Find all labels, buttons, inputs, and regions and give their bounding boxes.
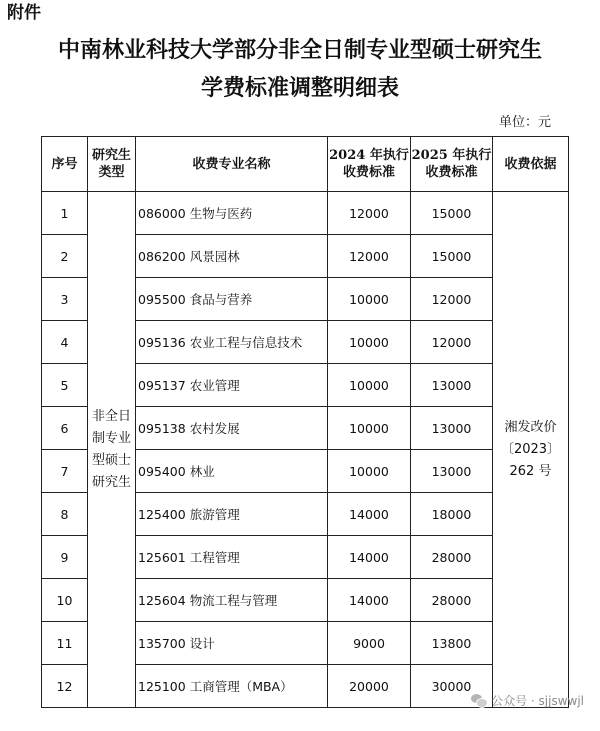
header-fee-2025 xyxy=(411,137,493,192)
row-fee-2025: 13000 xyxy=(411,364,493,407)
row-index: 2 xyxy=(42,235,88,278)
row-fee-2025: 13000 xyxy=(411,407,493,450)
header-fee-2024 xyxy=(328,137,411,192)
row-index: 11 xyxy=(42,622,88,665)
basis-cell xyxy=(493,192,569,708)
header-student-type xyxy=(88,137,136,192)
row-fee-2024: 14000 xyxy=(328,579,411,622)
row-fee-2025: 12000 xyxy=(411,278,493,321)
row-fee-2024: 14000 xyxy=(328,493,411,536)
wechat-icon xyxy=(471,694,487,708)
header-basis: 收费依据 xyxy=(493,137,569,192)
row-major: 086200 风景园林 xyxy=(136,235,328,278)
document-title-line-2: 学费标准调整明细表 xyxy=(200,75,399,101)
header-fee-2025-line-1: 2025 年执行 xyxy=(411,148,492,163)
basis-line: 湘发改价 xyxy=(504,419,557,435)
header-fee-2025-line-2: 收费标准 xyxy=(425,165,478,180)
row-major: 125400 旅游管理 xyxy=(136,493,328,536)
row-major: 095137 农业管理 xyxy=(136,364,328,407)
row-fee-2024: 10000 xyxy=(328,450,411,493)
student-type-line: 制专业 xyxy=(91,430,131,446)
unit-label: 单位：元 xyxy=(498,115,551,130)
header-index: 序号 xyxy=(42,137,88,192)
row-index: 6 xyxy=(42,407,88,450)
row-fee-2025: 15000 xyxy=(411,192,493,235)
header-fee-2024-line-2: 收费标准 xyxy=(342,165,395,180)
row-index: 9 xyxy=(42,536,88,579)
student-type-cell xyxy=(88,192,136,708)
row-major: 095136 农业工程与信息技术 xyxy=(136,321,328,364)
fee-table xyxy=(41,136,569,708)
row-major: 125100 工商管理（MBA） xyxy=(136,665,328,708)
row-major: 135700 设计 xyxy=(136,622,328,665)
row-index: 1 xyxy=(42,192,88,235)
student-type-line: 型硕士 xyxy=(91,452,131,468)
row-major: 125601 工程管理 xyxy=(136,536,328,579)
row-fee-2024: 12000 xyxy=(328,235,411,278)
row-fee-2024: 10000 xyxy=(328,407,411,450)
row-fee-2024: 10000 xyxy=(328,321,411,364)
watermark-text: 公众号 · sjjswwjl xyxy=(491,694,584,708)
row-fee-2024: 10000 xyxy=(328,364,411,407)
row-major: 086000 生物与医药 xyxy=(136,192,328,235)
row-index: 12 xyxy=(42,665,88,708)
row-fee-2024: 10000 xyxy=(328,278,411,321)
table-row xyxy=(42,192,569,235)
row-fee-2024: 20000 xyxy=(328,665,411,708)
attachment-label: 附件 xyxy=(7,3,41,23)
row-fee-2025: 30000 xyxy=(411,665,493,708)
basis-line: 〔2023〕 xyxy=(500,441,561,457)
row-fee-2025: 18000 xyxy=(411,493,493,536)
student-type-line: 研究生 xyxy=(91,474,131,490)
row-index: 3 xyxy=(42,278,88,321)
row-fee-2025: 13000 xyxy=(411,450,493,493)
table-header-row xyxy=(42,137,569,192)
row-index: 10 xyxy=(42,579,88,622)
row-fee-2025: 12000 xyxy=(411,321,493,364)
header-student-type-line-1: 研究生 xyxy=(91,148,131,163)
header-student-type-line-2: 类型 xyxy=(98,165,125,180)
row-major: 125604 物流工程与管理 xyxy=(136,579,328,622)
watermark xyxy=(471,692,584,709)
document-title-line-1: 中南林业科技大学部分非全日制专业型硕士研究生 xyxy=(57,37,542,63)
row-fee-2024: 14000 xyxy=(328,536,411,579)
header-fee-2024-line-1: 2024 年执行 xyxy=(329,148,409,163)
row-index: 7 xyxy=(42,450,88,493)
row-major: 095138 农村发展 xyxy=(136,407,328,450)
row-fee-2025: 28000 xyxy=(411,579,493,622)
row-index: 8 xyxy=(42,493,88,536)
row-fee-2025: 13800 xyxy=(411,622,493,665)
row-index: 4 xyxy=(42,321,88,364)
basis-line: 262 号 xyxy=(509,463,552,479)
row-fee-2024: 9000 xyxy=(328,622,411,665)
row-fee-2025: 15000 xyxy=(411,235,493,278)
student-type-line: 非全日 xyxy=(91,408,131,424)
row-fee-2025: 28000 xyxy=(411,536,493,579)
row-major: 095400 林业 xyxy=(136,450,328,493)
row-major: 095500 食品与营养 xyxy=(136,278,328,321)
header-major: 收费专业名称 xyxy=(136,137,328,192)
row-index: 5 xyxy=(42,364,88,407)
row-fee-2024: 12000 xyxy=(328,192,411,235)
